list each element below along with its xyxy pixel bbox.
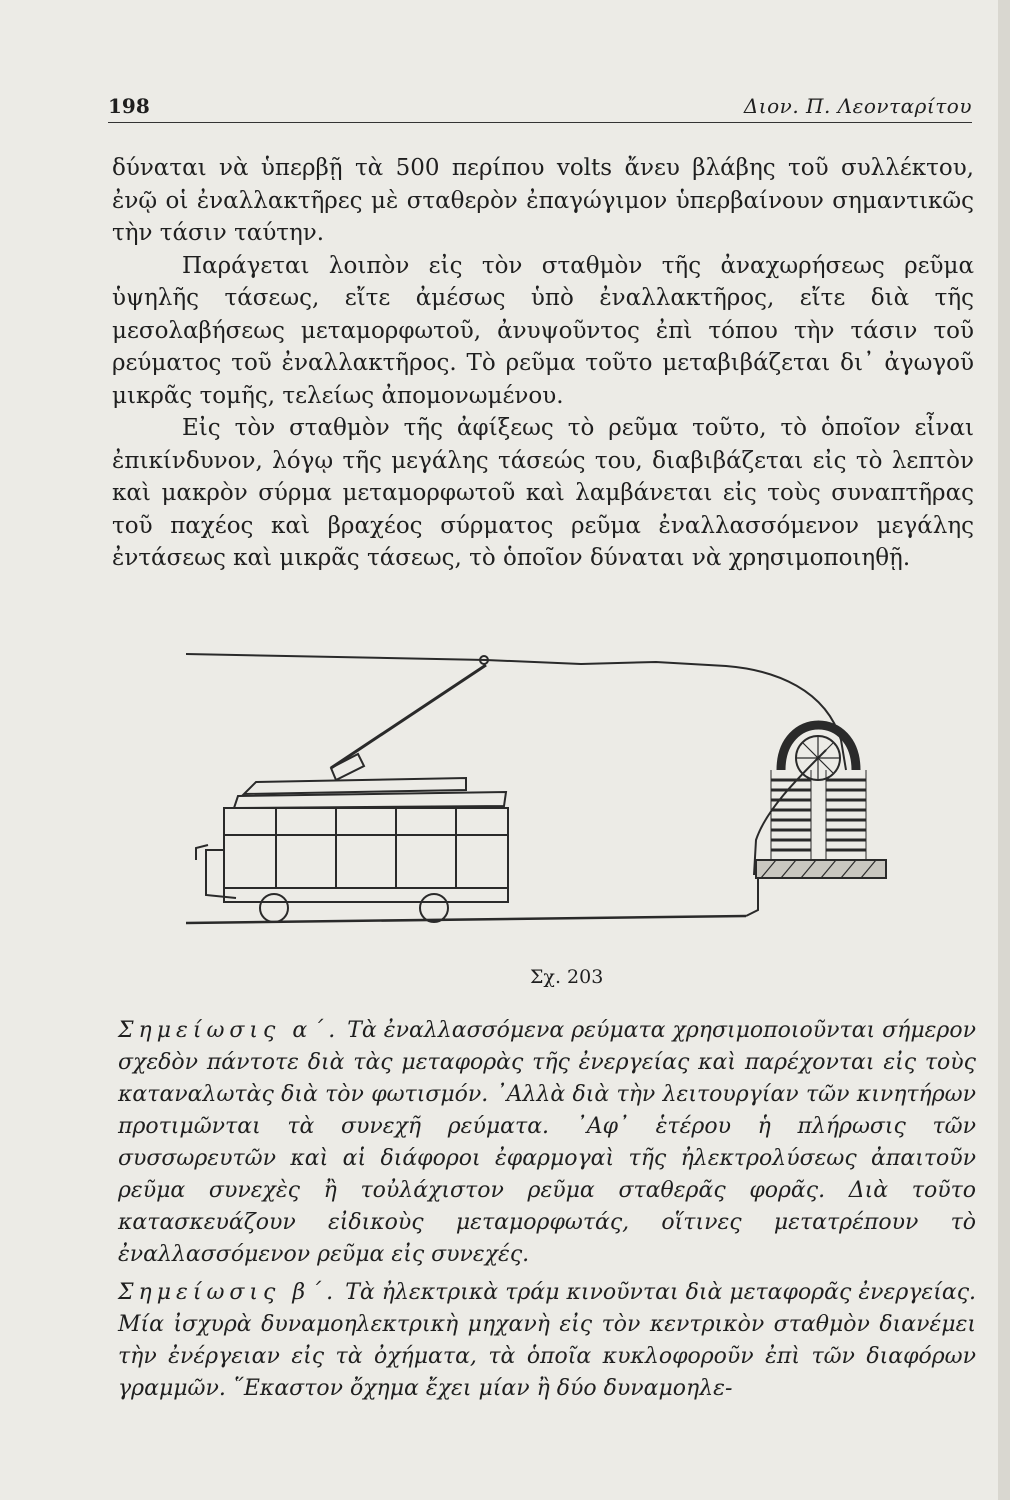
- rail: [186, 916, 746, 923]
- page-number: 198: [108, 94, 150, 118]
- coil-right: [826, 770, 866, 860]
- note-1-heading: Σημείωσις α΄.: [118, 1018, 341, 1043]
- note-2-text: Τὰ ἠλεκτρικὰ τράμ κινοῦνται διὰ μεταφορᾶς ἐνεργείας. Μία ἰσχυρὰ δυναμοηλεκτρικὴ μηχανὴ εἰς τὸν κεντρικὸν σταθμὸν διανέμει τὴν ἐνέργειαν εἰς τὰ ὀχήματα, τὰ ὁποῖα κυκλοφοροῦν ἐπὶ τῶν διαφόρων γραμμῶν. ῞Εκαστον ὄχημα ἔχει μίαν ἢ δύο δυναμοηλε-: [118, 1280, 977, 1401]
- paragraph-3: Εἰς τὸν σταθμὸν τῆς ἀφίξεως τὸ ρεῦμα τοῦτο, τὸ ὁποῖον εἶναι ἐπικίνδυνον, λόγῳ τῆς μεγάλης τάσεώς του, διαβιβάζεται εἰς τὸ λεπτὸν καὶ μακρὸν σύρμα μεταμορφωτοῦ καὶ λαμβάνεται εἰς τοὺς συναπτῆρας τοῦ παχέος καὶ βραχέος σύρματος ρεῦμα ἐναλλασσόμενον μεγάλης ἐντάσεως καὶ μικρᾶς τάσεως, τὸ ὁποῖον δύναται νὰ χρησιμοποιηθῇ.: [112, 415, 974, 571]
- rail-return: [746, 876, 758, 916]
- tram-wheel-rear: [420, 894, 448, 922]
- transformer-base: [756, 860, 886, 878]
- coil-left: [771, 770, 811, 860]
- overhead-line: [186, 654, 846, 770]
- line-return: [754, 750, 826, 875]
- tram-body: [224, 808, 508, 888]
- tram-transformer-figure: [186, 640, 906, 940]
- trolley-pole: [331, 665, 486, 768]
- paragraph-2: Παράγεται λοιπὸν εἰς τὸν σταθμὸν τῆς ἀναχωρήσεως ρεῦμα ὑψηλῆς τάσεως, εἴτε ἀμέσως ὑπὸ ἐναλλακτῆρος, εἴτε διὰ τῆς μεσολαβήσεως μεταμορφωτοῦ, ἀνυψοῦντος ἐπὶ τόπου τὴν τάσιν τοῦ ρεύματος τοῦ ἐναλλακτῆρος. Τὸ ρεῦμα τοῦτο μεταβιβάζεται δι᾽ ἀγωγοῦ μικρᾶς τομῆς, τελείως ἀπομονωμένου.: [112, 252, 974, 409]
- running-head: Διον. Π. Λεονταρίτου: [743, 94, 972, 118]
- note-1: [118, 1015, 976, 1271]
- main-text: [112, 152, 974, 575]
- tram-wheel-front: [260, 894, 288, 922]
- note-1-text: Τὰ ἐναλλασσόμενα ρεύματα χρησιμοποιοῦνται σήμερον σχεδὸν πάντοτε διὰ τὰς μεταφορὰς τῆς ἐνεργείας καὶ παρέχονται εἰς τοὺς καταναλωτὰς διὰ τὸν φωτισμόν. ᾿Αλλὰ διὰ τὴν λειτουργίαν τῶν κινητήρων προτιμῶνται τὰ συνεχῆ ρεύματα. ᾿Αφ᾽ ἑτέρου ἡ πλήρωσις τῶν συσσωρευτῶν καὶ αἱ διάφοροι ἐφαρμογαὶ τῆς ἠλεκτρολύσεως ἀπαιτοῦν ρεῦμα συνεχὲς ἢ τοὐλάχιστον ρεῦμα σταθερᾶς φορᾶς. Διὰ τοῦτο κατασκευάζουν εἰδικοὺς μεταμορφωτάς, οἵτινες μετατρέπουν τὸ ἐναλλασσόμενον ρεῦμα εἰς συνεχές.: [118, 1018, 976, 1267]
- figure-caption: Σχ. 203: [530, 966, 604, 988]
- page-edge: [998, 0, 1010, 1500]
- paragraph-1: δύναται νὰ ὑπερβῇ τὰ 500 περίπου volts ἄνευ βλάβης τοῦ συλλέκτου, ἐνῷ οἱ ἐναλλακτῆρες μὲ σταθερὸν ἐπαγώγιμον ὑπερβαίνουν σημαντικῶς τὴν τάσιν ταύτην.: [112, 155, 974, 246]
- tram-platform: [206, 850, 236, 898]
- notes-section: [118, 1015, 976, 1411]
- tram-roof: [244, 778, 466, 794]
- note-2-heading: Σημείωσις β΄.: [118, 1280, 339, 1305]
- note-2: [118, 1277, 976, 1405]
- page-header: [108, 92, 972, 123]
